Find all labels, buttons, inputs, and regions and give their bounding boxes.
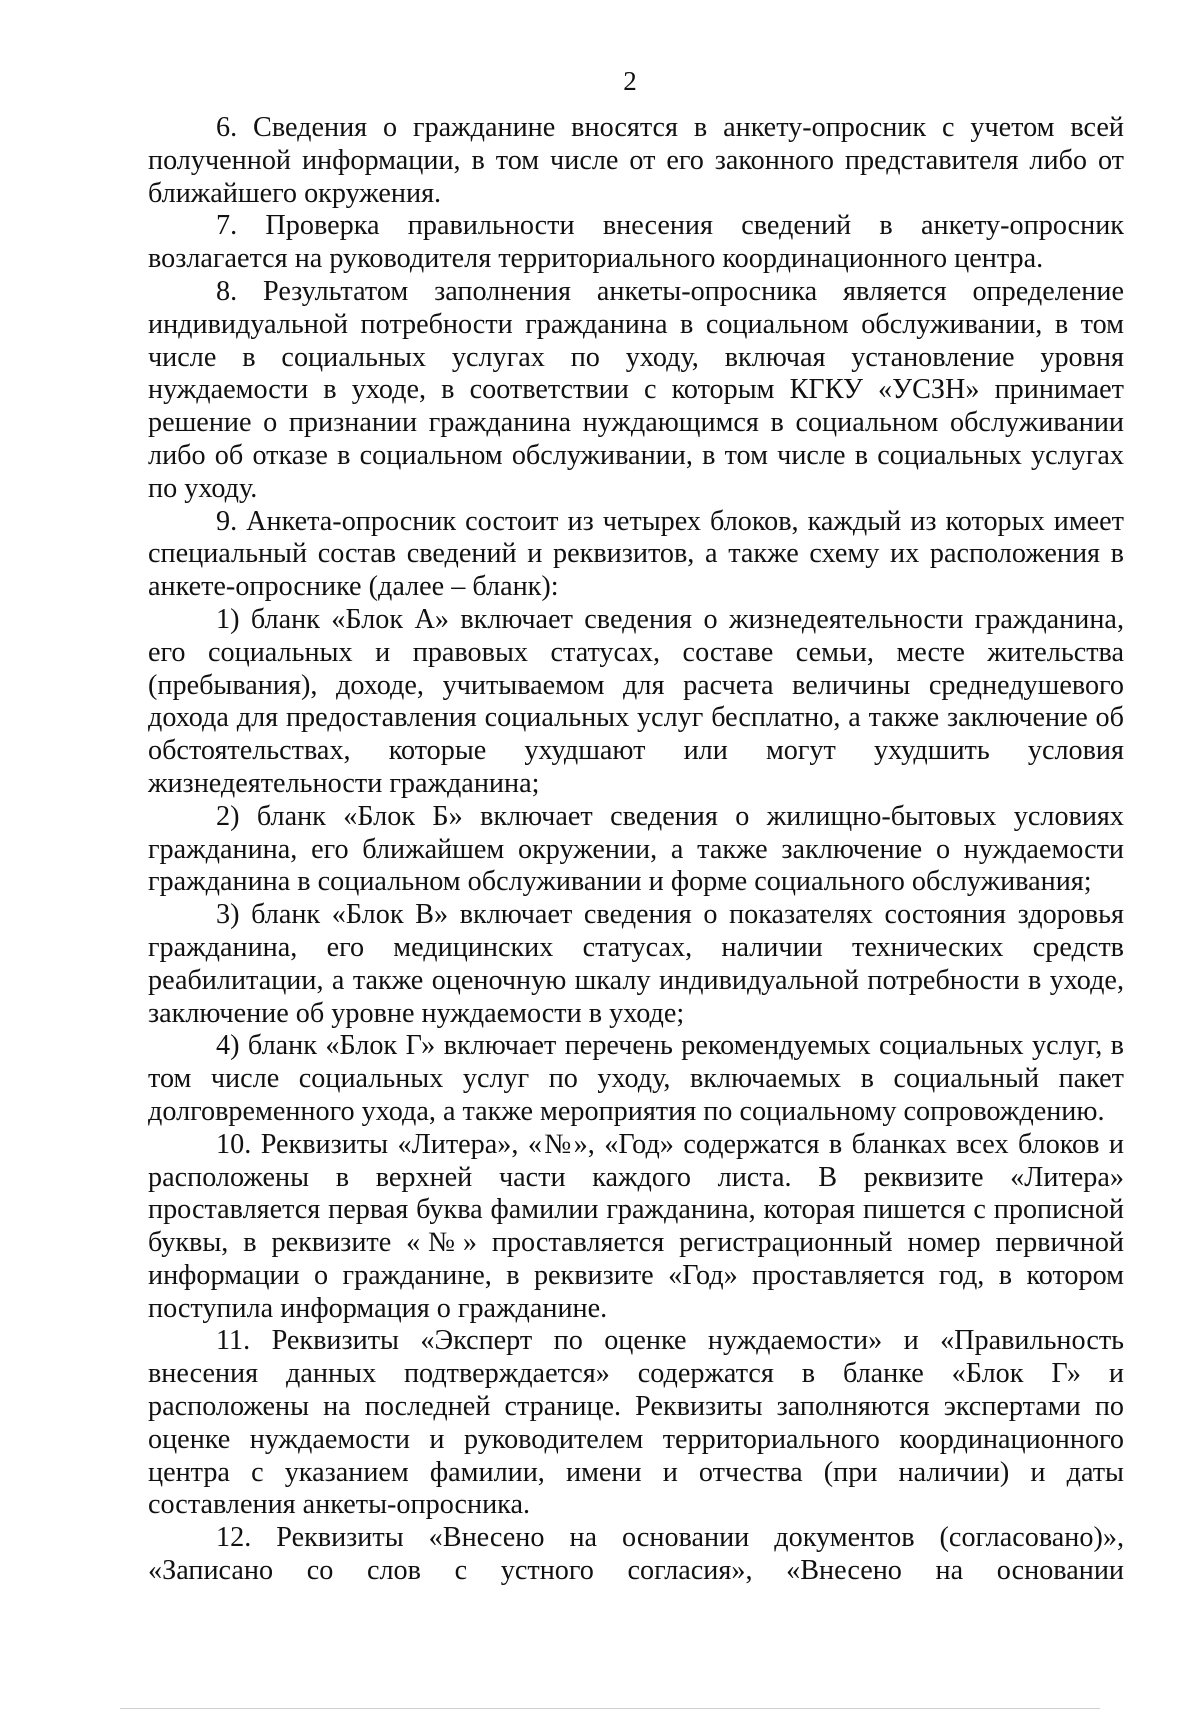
- paragraph-9: 9. Анкета-опросник состоит из четырех блоков, каждый из которых имеет специальный состав сведений и реквизитов, а также схему их расположения в анкете-опроснике (далее – бланк):: [148, 505, 1124, 603]
- paragraph-10: 10. Реквизиты «Литера», «№», «Год» содержатся в бланках всех блоков и расположены в верхней части каждого листа. В реквизите «Литера» проставляется первая буква фамилии гражданина, которая пишется с прописной буквы, в реквизите «№» проставляется регистрационный номер первичной информации о гражданине, в реквизите «Год» проставляется год, в котором поступила информация о гражданине.: [148, 1128, 1124, 1324]
- list-item-block-g: 4) бланк «Блок Г» включает перечень рекомендуемых социальных услуг, в том числе социальных услуг по уходу, включаемых в социальный пакет долговременного ухода, а также мероприятия по социальному сопровождению.: [148, 1030, 1124, 1127]
- paragraph-8: 8. Результатом заполнения анкеты-опросника является определение индивидуальной потребности гражданина в социальном обслуживании, в том числе в социальных услугах по уходу, включая установление уровня нуждаемости в уходе, в соответствии с которым КГКУ «УСЗН» принимает решение о признании гражданина нуждающимся в социальном обслуживании либо об отказе в социальном обслуживании, в том числе в социальных услугах по уходу.: [148, 275, 1124, 504]
- paragraph-12: 12. Реквизиты «Внесено на основании документов (согласовано)», «Записано со слов с устного согласия», «Внесено на основании: [148, 1522, 1124, 1587]
- page-number: 2: [623, 66, 637, 96]
- scan-artifact-line: [120, 1708, 1100, 1709]
- paragraph-11: 11. Реквизиты «Эксперт по оценке нуждаемости» и «Правильность внесения данных подтверждается» содержатся в бланке «Блок Г» и расположены на последней странице. Реквизиты заполняются экспертами по оценке нуждаемости и руководителем территориального координационного центра с указанием фамилии, имени и отчества (при наличии) и даты составления анкеты-опросника.: [148, 1325, 1124, 1521]
- list-item-block-v: 3) бланк «Блок В» включает сведения о показателях состояния здоровья гражданина, его медицинских статусах, наличии технических средств реабилитации, а также оценочную шкалу индивидуальной потребности в уходе, заключение об уровне нуждаемости в уходе;: [148, 899, 1124, 1029]
- list-item-block-b: 2) бланк «Блок Б» включает сведения о жилищно-бытовых условиях гражданина, его ближайшем окружении, а также заключение о нуждаемости гражданина в социальном обслуживании и форме социального обслуживания;: [148, 800, 1124, 898]
- document-body: [148, 112, 1124, 1588]
- paragraph-6: 6. Сведения о гражданине вносятся в анкету-опросник с учетом всей полученной информации, в том числе от его законного представителя либо от ближайшего окружения.: [148, 112, 1124, 209]
- list-item-block-a: 1) бланк «Блок А» включает сведения о жизнедеятельности гражданина, его социальных и правовых статусах, составе семьи, месте жительства (пребывания), доходе, учитываемом для расчета величины среднедушевого дохода для предоставления социальных услуг бесплатно, а также заключение об обстоятельствах, которые ухудшают или могут ухудшить условия жизнедеятельности гражданина;: [148, 603, 1124, 799]
- paragraph-7: 7. Проверка правильности внесения сведений в анкету-опросник возлагается на руководителя территориального координационного центра.: [148, 210, 1124, 275]
